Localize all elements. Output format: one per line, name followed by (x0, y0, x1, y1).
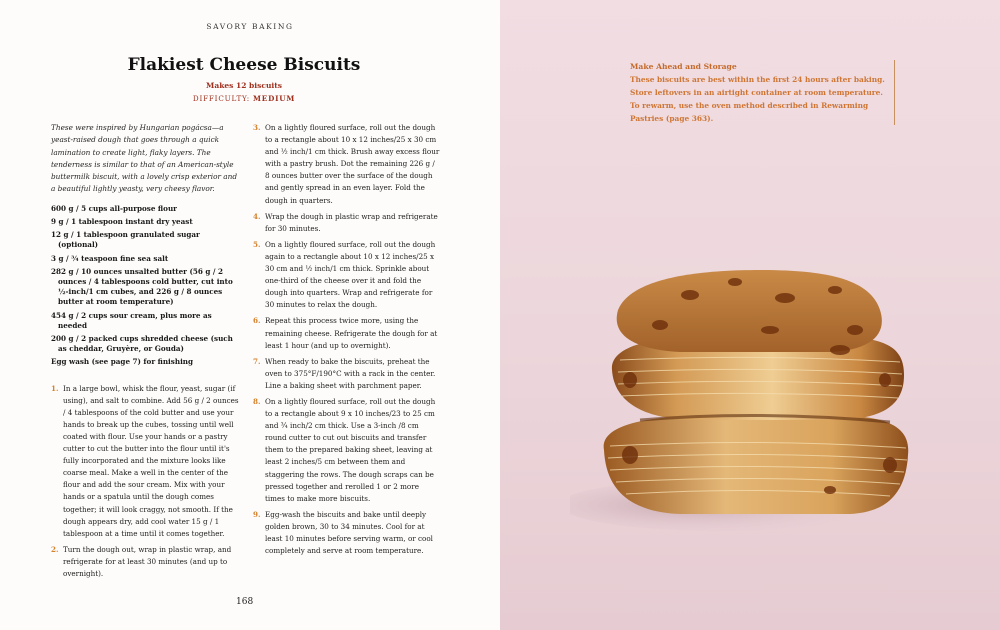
method-step (51, 544, 241, 580)
step-text: On a lightly floured surface, roll out the dough again to a rectangle about 10 x 12 inches/25 x 30 cm and ½ inch/1 cm thick. Sprinkle about one-third of the cheese over it and fold the dough into quarters. Wrap and refrigerate for 30 minutes to relax the dough. (265, 239, 436, 310)
method-step (253, 396, 441, 505)
ingredient-item: 454 g / 2 cups sour cream, plus more as needed (51, 310, 212, 330)
method-step (253, 211, 441, 235)
step-number: 9. (253, 509, 261, 519)
method-steps-right (253, 122, 441, 557)
step-text: Repeat this process twice more, using the remaining cheese. Refrigerate the dough for at least 1 hour (and up to overnight). (265, 316, 438, 350)
biscuit-base (604, 416, 909, 514)
method-step (253, 122, 441, 207)
method-steps-left (51, 383, 241, 581)
method-step (253, 239, 441, 312)
recipe-difficulty (0, 94, 488, 103)
step-number: 6. (253, 316, 261, 326)
step-text: Wrap the dough in plastic wrap and refrigerate for 30 minutes. (265, 211, 438, 233)
method-step (253, 356, 441, 392)
biscuit-top (617, 270, 882, 352)
step-number: 7. (253, 356, 261, 366)
ingredient-item: 282 g / 10 ounces unsalted butter (56 g / 2 ounces / 4 tablespoons cold butter, cut into ½-inch/1 cm cubes, and 226 g / 8 ounces butter at room temperature) (51, 266, 233, 307)
recipe-yield: Makes 12 biscuits (206, 81, 282, 90)
step-number: 5. (253, 239, 261, 249)
photo-page (500, 0, 1000, 630)
ingredient-item: 12 g / 1 tablespoon granulated sugar (optional) (51, 230, 200, 250)
method-step (253, 509, 441, 557)
right-column (253, 122, 441, 561)
make-ahead-sidebar (630, 60, 895, 125)
ingredient-item: Egg wash (see page 7) for finishing (51, 357, 194, 367)
step-text: In a large bowl, whisk the flour, yeast, sugar (if using), and salt to combine. Add 56 g / 2 ounces / 4 tablespoons of the cold butter and use your hands to break up the cubes, tossing until well coated with flour. Use your hands or a pastry cutter to cut the butter into the flour until it's fully incorporated and the mixture looks like coarse meal. Make a well in the center of the flour and add the sour cream. Mix with your hands or a spatula until the dough comes together; it will look craggy, not smooth. If the dough appears dry, add cool water 15 g / 1 tablespoon at a time until it comes together. (63, 383, 239, 538)
step-number: 3. (253, 123, 261, 132)
recipe-intro: These were inspired by Hungarian pogácsa—a yeast-raised dough that goes through a quick lamination to create light, flaky layers. The tenderness is similar to that of an American-style buttermilk biscuit, with a lovely crisp exterior and a beautiful lightly yeasty, very cheesy flavor. (51, 123, 238, 194)
difficulty-value: MEDIUM (253, 94, 296, 103)
running-head: SAVORY BAKING (206, 22, 294, 31)
difficulty-label: DIFFICULTY: (192, 94, 250, 103)
step-number: 4. (253, 211, 261, 221)
method-step (51, 383, 241, 540)
step-text: On a lightly floured surface, roll out the dough to a rectangle about 10 x 12 inches/25 x 30 cm and ½ inch/1 cm thick. Brush away excess flour with a pastry brush. Dot the remaining 226 g / 8 ounces butter over the surface of the dough and gently spread in an even layer. Fold the dough in quarters. (265, 123, 440, 205)
ingredient-item: 600 g / 5 cups all-purpose flour (51, 203, 177, 213)
ingredient-item: 9 g / 1 tablespoon instant dry yeast (51, 216, 193, 226)
step-number: 2. (51, 544, 59, 554)
sidebar-title: Make Ahead and Storage (630, 62, 737, 71)
page-number: 168 (236, 597, 254, 607)
step-text: Egg-wash the biscuits and bake until deeply golden brown, 30 to 34 minutes. Cool for at least 10 minutes before serving warm, or cool completely and serve at room temperature. (265, 509, 433, 556)
step-text: Turn the dough out, wrap in plastic wrap, and refrigerate for at least 30 minutes (and up to overnight). (63, 544, 232, 579)
step-text: On a lightly floured surface, roll out the dough to a rectangle about 9 x 10 inches/23 to 25 cm and ¾ inch/2 cm thick. Use a 3-inch /8 cm round cutter to cut out biscuits and transfer them to the prepared baking sheet, leaving at least 2 inches/5 cm between them and staggering the rows. The dough scraps can be pressed together and rerolled 1 or 2 more times to make more biscuits. (265, 396, 436, 503)
ingredient-item: 3 g / ¾ teaspoon fine sea salt (51, 253, 169, 263)
cheese-biscuit-photo (570, 250, 990, 550)
step-number: 1. (51, 383, 59, 393)
recipe-title: Flakiest Cheese Biscuits (127, 55, 361, 75)
left-column (51, 122, 241, 584)
step-text: When ready to bake the biscuits, preheat the oven to 375°F/190°C with a rack in the center. Line a baking sheet with parchment paper. (265, 356, 436, 390)
sidebar-text: These biscuits are best within the first 24 hours after baking. Store leftovers in an airtight container at room temperature. To rewarm, use the oven method described in Rewarming Pastries (page 363). (630, 75, 885, 123)
ingredient-item: 200 g / 2 packed cups shredded cheese (such as cheddar, Gruyère, or Gouda) (51, 334, 233, 354)
step-number: 8. (253, 396, 261, 406)
ingredient-list (51, 204, 241, 368)
method-step (253, 315, 441, 351)
